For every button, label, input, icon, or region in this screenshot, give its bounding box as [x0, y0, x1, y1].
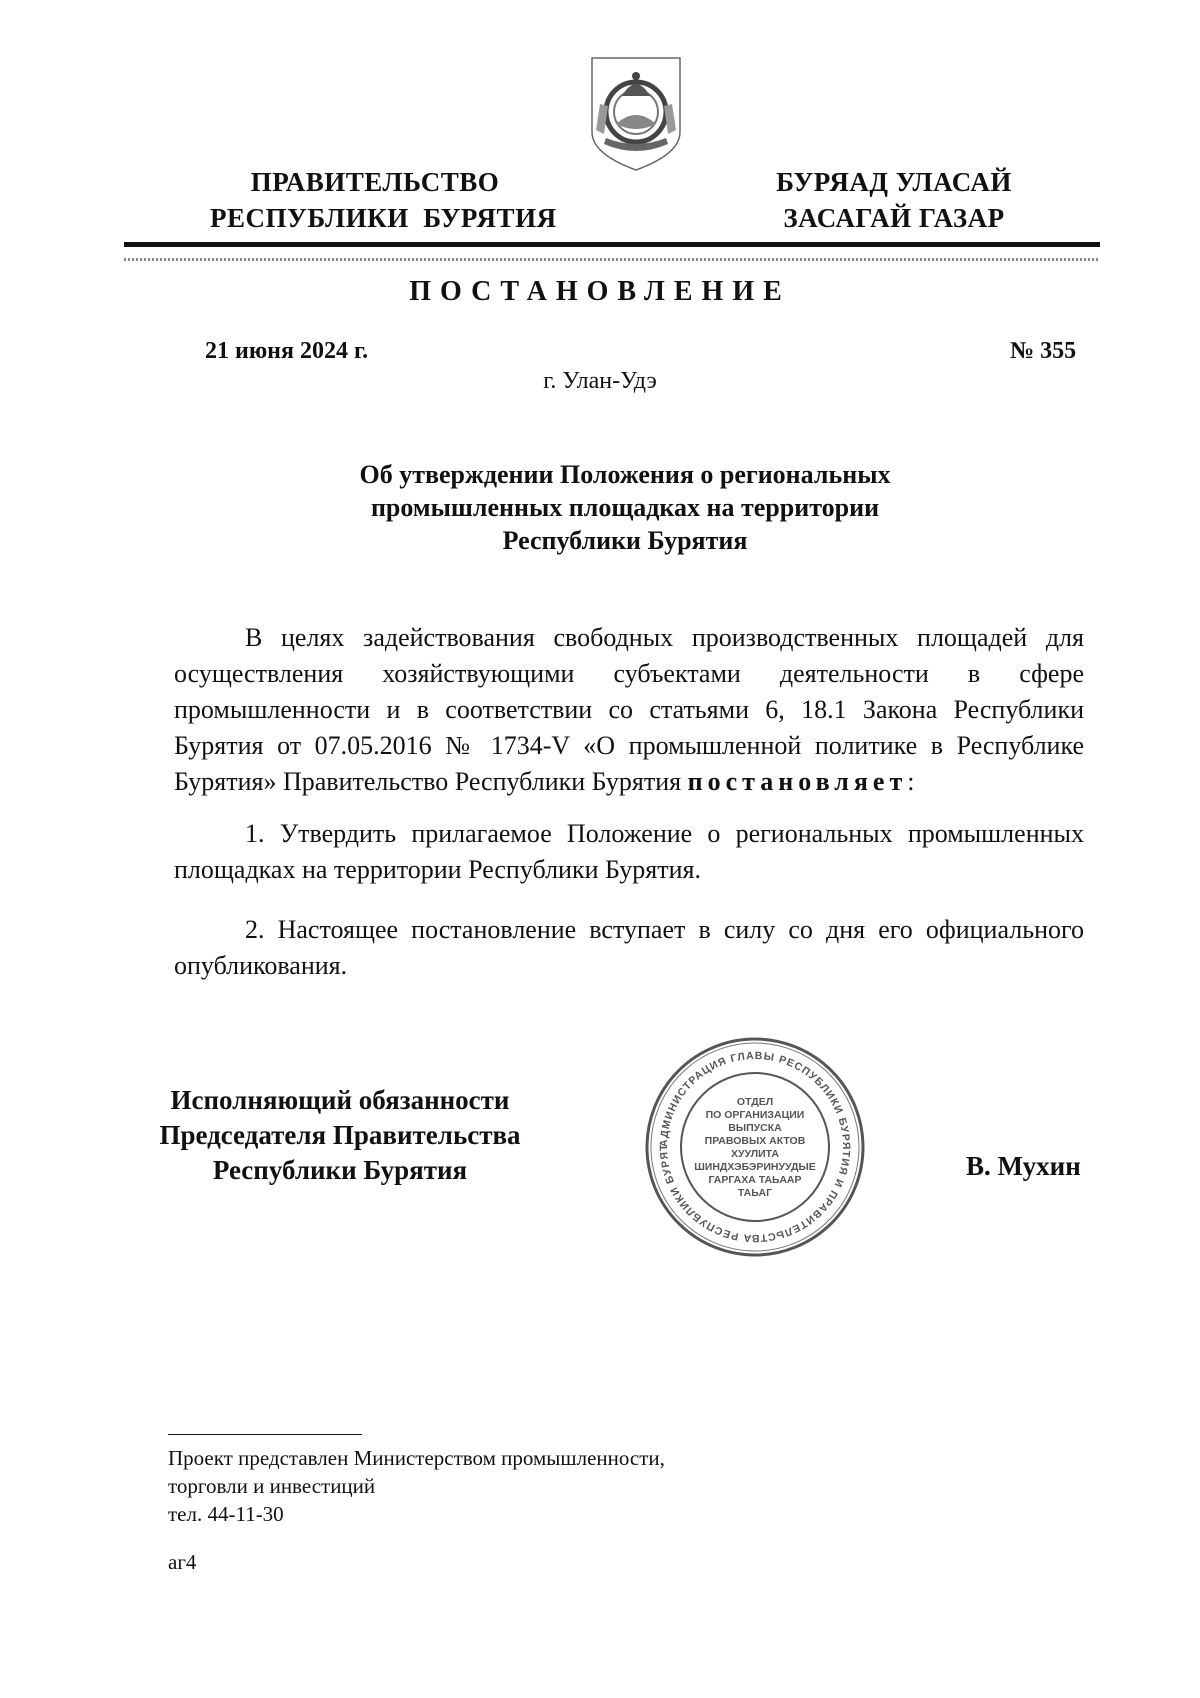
footer-code: аг4 [168, 1550, 197, 1574]
signatory-name: В. Мухин [966, 1151, 1081, 1181]
issuer-ru [210, 164, 557, 236]
footer-line1: Проект представлен Министерством промышленности, [168, 1446, 665, 1470]
document-city: г. Улан-Удэ [543, 368, 657, 394]
title-line2: промышленных площадках на территории [370, 493, 880, 522]
issuer-bua-line1: БУРЯАД УЛАСАЙ [776, 167, 1012, 197]
header-divider [124, 242, 1100, 247]
issuer-ru-line2: РЕСПУБЛИКИ БУРЯТИЯ [210, 203, 557, 233]
coat-of-arms-icon [586, 54, 686, 174]
role-line1: Исполняющий обязанности [170, 1085, 510, 1115]
role-line3: Республики Бурятия [212, 1155, 468, 1185]
footer-line2: торговли и инвестиций [168, 1474, 376, 1498]
official-seal [644, 1036, 866, 1258]
signatory-role [150, 1083, 530, 1188]
svg-text:АДМИНИСТРАЦИЯ ГЛАВЫ РЕСПУБЛИКИ: АДМИНИСТРАЦИЯ ГЛАВЫ РЕСПУБЛИКИ БУРЯТИЯ И ПРАВИТЕЛЬСТВА РЕСПУБЛИКИ БУРЯТ [657, 1049, 853, 1245]
item-1: 1. Утвердить прилагаемое Положение о региональных промышленных площадках на территории Республики Бурятия. [174, 819, 1084, 884]
document-type: ПОСТАНОВЛЕНИЕ [409, 276, 791, 307]
document-number: № 355 [1010, 338, 1077, 364]
document-title [200, 458, 1050, 557]
document-date: 21 июня 2024 г. [205, 338, 369, 364]
issuer-bua [754, 164, 1034, 236]
preamble-paragraph [174, 620, 1084, 800]
footer-phone: тел. 44-11-30 [168, 1502, 284, 1526]
footnote-divider [168, 1434, 362, 1435]
header-divider-dotted [124, 258, 1100, 261]
title-line1: Об утверждении Положения о региональных [359, 460, 891, 489]
preamble-text: В целях задействования свободных производственных площадей для осуществления хозяйствующими субъектами деятельности в сфере промышленности и в соответствии со статьями 6, 18.1 Закона Республики Бурятия от 07.05.2016 № 1734-V «О промышленной политике в Республике Бурятия» Правительство Республики Бурятия [174, 623, 1084, 796]
issuer-bua-line2: ЗАСАГАЙ ГАЗАР [783, 203, 1005, 233]
seal-center-text: ОТДЕЛ ПО ОРГАНИЗАЦИИ ВЫПУСКА ПРАВОВЫХ АКТОВ ХУУЛИТА ШИНДХЭБЭРИНУУДЫЕ ГАРГАХА ТАЬААР ТАЬАГ [694, 1096, 816, 1199]
decree-word: постановляет [687, 767, 908, 796]
item-2: 2. Настоящее постановление вступает в силу со дня его официального опубликования. [174, 915, 1084, 980]
title-line3: Республики Бурятия [502, 526, 748, 555]
decree-colon: : [907, 767, 915, 796]
footer-note [168, 1444, 665, 1528]
issuer-ru-line1: ПРАВИТЕЛЬСТВО [250, 167, 500, 197]
role-line2: Председателя Правительства [159, 1120, 521, 1150]
